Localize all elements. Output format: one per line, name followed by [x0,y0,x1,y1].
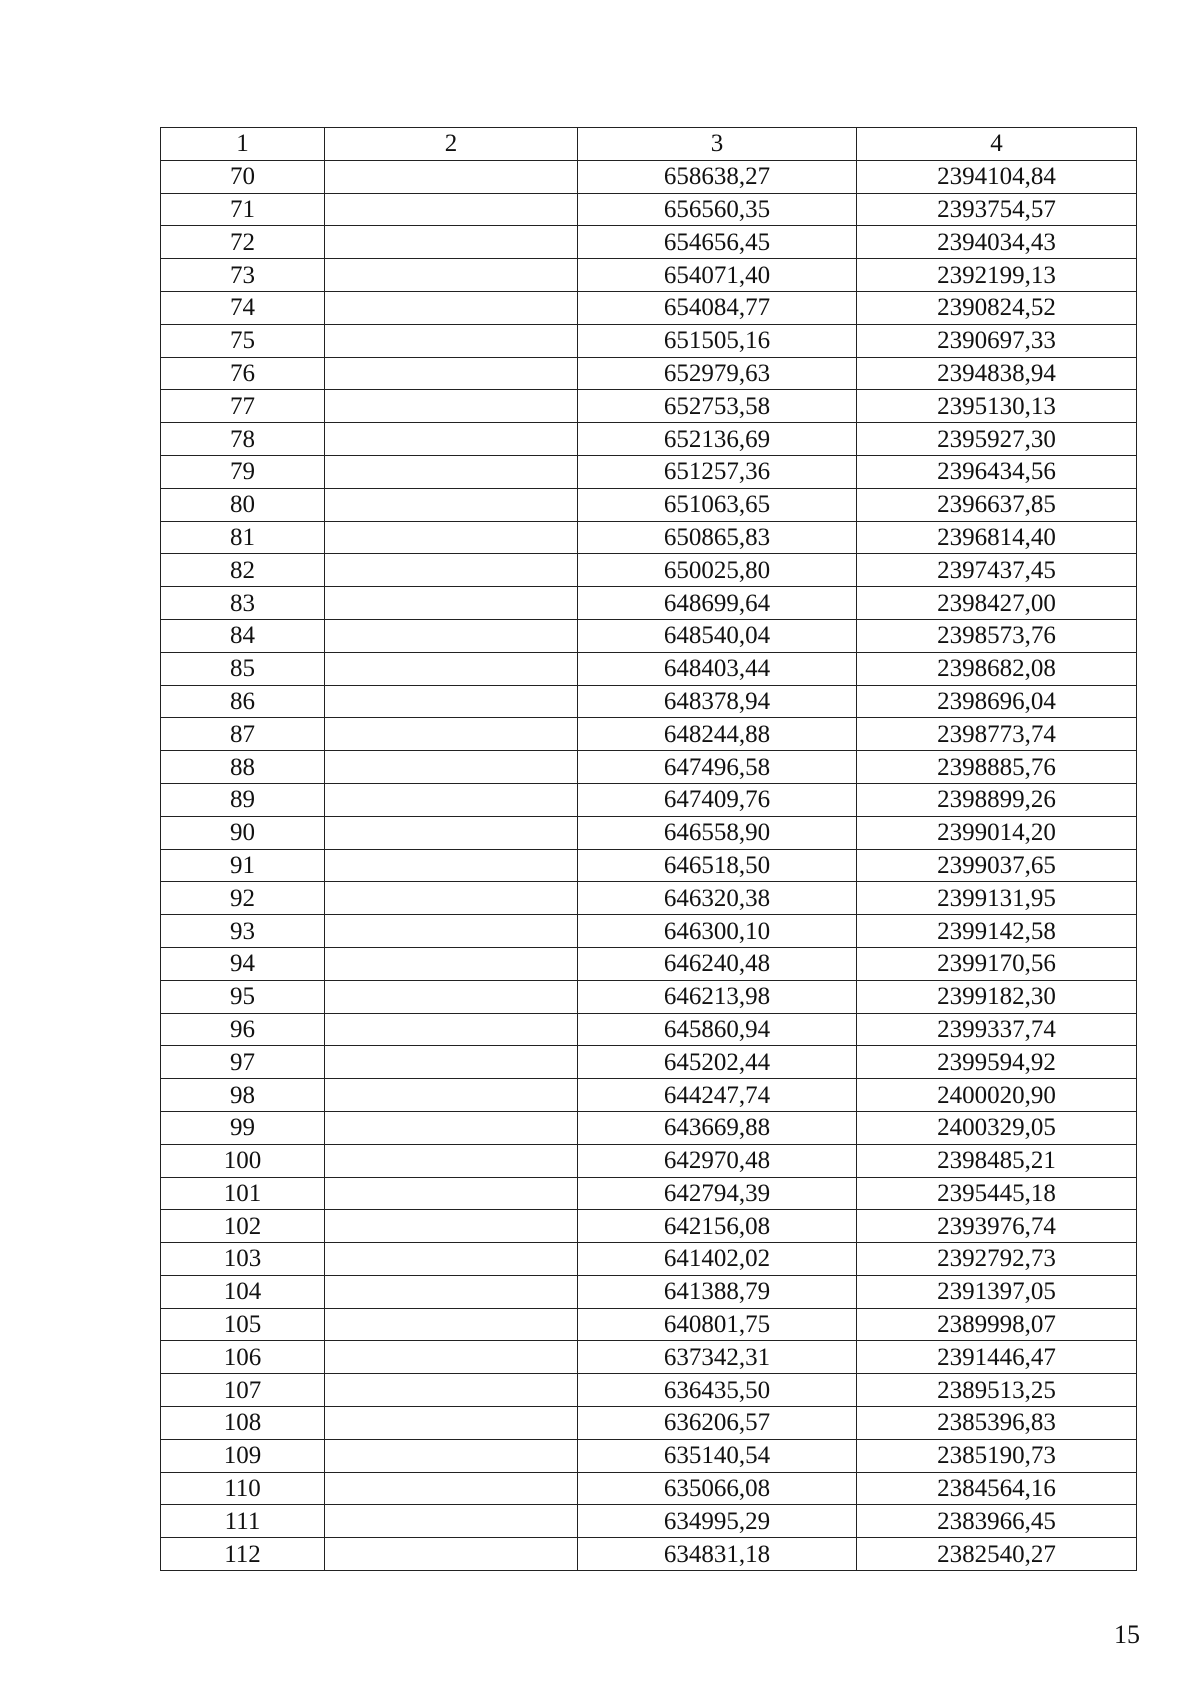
description-cell [325,1079,578,1112]
x-coordinate-cell: 634995,29 [578,1505,857,1538]
description-cell [325,1407,578,1440]
y-coordinate-cell: 2399337,74 [857,1013,1137,1046]
y-coordinate-cell: 2395927,30 [857,423,1137,456]
point-number-cell: 93 [161,915,325,948]
y-coordinate-cell: 2400020,90 [857,1079,1137,1112]
description-cell [325,259,578,292]
y-coordinate-cell: 2390697,33 [857,324,1137,357]
y-coordinate-cell: 2399142,58 [857,915,1137,948]
y-coordinate-cell: 2394034,43 [857,226,1137,259]
point-number-cell: 81 [161,521,325,554]
y-coordinate-cell: 2396434,56 [857,455,1137,488]
table-row [161,488,1137,521]
header-row [161,128,1137,161]
point-number-cell: 89 [161,783,325,816]
point-number-cell: 107 [161,1374,325,1407]
point-number-cell: 82 [161,554,325,587]
table-row [161,1243,1137,1276]
point-number-cell: 100 [161,1144,325,1177]
x-coordinate-cell: 650025,80 [578,554,857,587]
description-cell [325,1111,578,1144]
description-cell [325,1374,578,1407]
y-coordinate-cell: 2399170,56 [857,947,1137,980]
y-coordinate-cell: 2398573,76 [857,619,1137,652]
description-cell [325,324,578,357]
description-cell [325,455,578,488]
x-coordinate-cell: 646300,10 [578,915,857,948]
y-coordinate-cell: 2394104,84 [857,160,1137,193]
x-coordinate-cell: 648378,94 [578,685,857,718]
table-row [161,1210,1137,1243]
y-coordinate-cell: 2400329,05 [857,1111,1137,1144]
y-coordinate-cell: 2398773,74 [857,718,1137,751]
point-number-cell: 95 [161,980,325,1013]
y-coordinate-cell: 2399131,95 [857,882,1137,915]
y-coordinate-cell: 2399037,65 [857,849,1137,882]
point-number-cell: 97 [161,1046,325,1079]
y-coordinate-cell: 2389998,07 [857,1308,1137,1341]
table-row [161,1472,1137,1505]
point-number-cell: 73 [161,259,325,292]
description-cell [325,1243,578,1276]
point-number-cell: 103 [161,1243,325,1276]
table-row [161,1144,1137,1177]
table-row [161,423,1137,456]
point-number-cell: 104 [161,1275,325,1308]
point-number-cell: 94 [161,947,325,980]
table-row [161,1538,1137,1571]
x-coordinate-cell: 648244,88 [578,718,857,751]
table-row [161,882,1137,915]
x-coordinate-cell: 647496,58 [578,751,857,784]
y-coordinate-cell: 2396814,40 [857,521,1137,554]
description-cell [325,1472,578,1505]
table-row [161,816,1137,849]
x-coordinate-cell: 646240,48 [578,947,857,980]
description-cell [325,1341,578,1374]
table-row [161,324,1137,357]
y-coordinate-cell: 2390824,52 [857,291,1137,324]
description-cell [325,554,578,587]
table-header [161,128,1137,161]
table-row [161,554,1137,587]
table-row [161,1079,1137,1112]
x-coordinate-cell: 648403,44 [578,652,857,685]
y-coordinate-cell: 2391397,05 [857,1275,1137,1308]
y-coordinate-cell: 2392792,73 [857,1243,1137,1276]
description-cell [325,390,578,423]
x-coordinate-cell: 646518,50 [578,849,857,882]
description-cell [325,423,578,456]
table-row [161,193,1137,226]
point-number-cell: 90 [161,816,325,849]
x-coordinate-cell: 658638,27 [578,160,857,193]
table-row [161,652,1137,685]
table-row [161,783,1137,816]
table-row [161,160,1137,193]
point-number-cell: 91 [161,849,325,882]
table-row [161,751,1137,784]
y-coordinate-cell: 2395445,18 [857,1177,1137,1210]
table-row [161,1407,1137,1440]
x-coordinate-cell: 640801,75 [578,1308,857,1341]
x-coordinate-cell: 636435,50 [578,1374,857,1407]
description-cell [325,1505,578,1538]
point-number-cell: 79 [161,455,325,488]
table-row [161,1046,1137,1079]
x-coordinate-cell: 652136,69 [578,423,857,456]
table-row [161,455,1137,488]
y-coordinate-cell: 2384564,16 [857,1472,1137,1505]
point-number-cell: 87 [161,718,325,751]
description-cell [325,226,578,259]
description-cell [325,652,578,685]
header-cell-4: 4 [857,128,1137,161]
table-row [161,357,1137,390]
x-coordinate-cell: 645860,94 [578,1013,857,1046]
table-row [161,521,1137,554]
description-cell [325,816,578,849]
description-cell [325,587,578,620]
header-cell-2: 2 [325,128,578,161]
table-row [161,718,1137,751]
x-coordinate-cell: 635140,54 [578,1439,857,1472]
table-row [161,980,1137,1013]
x-coordinate-cell: 643669,88 [578,1111,857,1144]
description-cell [325,1538,578,1571]
x-coordinate-cell: 651063,65 [578,488,857,521]
description-cell [325,882,578,915]
page-number: 15 [1114,1620,1140,1649]
description-cell [325,160,578,193]
x-coordinate-cell: 648540,04 [578,619,857,652]
x-coordinate-cell: 636206,57 [578,1407,857,1440]
x-coordinate-cell: 656560,35 [578,193,857,226]
table-row [161,685,1137,718]
point-number-cell: 71 [161,193,325,226]
table-row [161,226,1137,259]
y-coordinate-cell: 2398696,04 [857,685,1137,718]
point-number-cell: 86 [161,685,325,718]
point-number-cell: 84 [161,619,325,652]
x-coordinate-cell: 642156,08 [578,1210,857,1243]
y-coordinate-cell: 2397437,45 [857,554,1137,587]
y-coordinate-cell: 2399014,20 [857,816,1137,849]
description-cell [325,357,578,390]
y-coordinate-cell: 2398885,76 [857,751,1137,784]
y-coordinate-cell: 2398682,08 [857,652,1137,685]
description-cell [325,1013,578,1046]
x-coordinate-cell: 648699,64 [578,587,857,620]
y-coordinate-cell: 2399182,30 [857,980,1137,1013]
y-coordinate-cell: 2399594,92 [857,1046,1137,1079]
point-number-cell: 99 [161,1111,325,1144]
description-cell [325,488,578,521]
point-number-cell: 106 [161,1341,325,1374]
y-coordinate-cell: 2398427,00 [857,587,1137,620]
point-number-cell: 75 [161,324,325,357]
x-coordinate-cell: 651257,36 [578,455,857,488]
description-cell [325,915,578,948]
y-coordinate-cell: 2398899,26 [857,783,1137,816]
table-row [161,915,1137,948]
table-row [161,1439,1137,1472]
description-cell [325,291,578,324]
point-number-cell: 98 [161,1079,325,1112]
table-row [161,1374,1137,1407]
point-number-cell: 96 [161,1013,325,1046]
table-row [161,1111,1137,1144]
table-row [161,259,1137,292]
x-coordinate-cell: 641388,79 [578,1275,857,1308]
coordinates-table [160,127,1137,1571]
description-cell [325,685,578,718]
x-coordinate-cell: 646213,98 [578,980,857,1013]
y-coordinate-cell: 2392199,13 [857,259,1137,292]
table-row [161,619,1137,652]
description-cell [325,193,578,226]
table-row [161,1505,1137,1538]
table-row [161,291,1137,324]
description-cell [325,849,578,882]
point-number-cell: 77 [161,390,325,423]
point-number-cell: 78 [161,423,325,456]
point-number-cell: 112 [161,1538,325,1571]
description-cell [325,718,578,751]
x-coordinate-cell: 645202,44 [578,1046,857,1079]
point-number-cell: 85 [161,652,325,685]
point-number-cell: 88 [161,751,325,784]
y-coordinate-cell: 2389513,25 [857,1374,1137,1407]
description-cell [325,980,578,1013]
x-coordinate-cell: 644247,74 [578,1079,857,1112]
description-cell [325,947,578,980]
x-coordinate-cell: 646320,38 [578,882,857,915]
x-coordinate-cell: 646558,90 [578,816,857,849]
point-number-cell: 102 [161,1210,325,1243]
table-row [161,587,1137,620]
y-coordinate-cell: 2383966,45 [857,1505,1137,1538]
y-coordinate-cell: 2382540,27 [857,1538,1137,1571]
x-coordinate-cell: 642794,39 [578,1177,857,1210]
x-coordinate-cell: 634831,18 [578,1538,857,1571]
point-number-cell: 111 [161,1505,325,1538]
point-number-cell: 74 [161,291,325,324]
table-row [161,1013,1137,1046]
x-coordinate-cell: 652979,63 [578,357,857,390]
y-coordinate-cell: 2395130,13 [857,390,1137,423]
y-coordinate-cell: 2394838,94 [857,357,1137,390]
x-coordinate-cell: 654084,77 [578,291,857,324]
x-coordinate-cell: 635066,08 [578,1472,857,1505]
table-row [161,390,1137,423]
point-number-cell: 83 [161,587,325,620]
description-cell [325,1275,578,1308]
x-coordinate-cell: 637342,31 [578,1341,857,1374]
x-coordinate-cell: 654656,45 [578,226,857,259]
point-number-cell: 92 [161,882,325,915]
table-row [161,1177,1137,1210]
point-number-cell: 80 [161,488,325,521]
y-coordinate-cell: 2398485,21 [857,1144,1137,1177]
description-cell [325,521,578,554]
point-number-cell: 109 [161,1439,325,1472]
point-number-cell: 70 [161,160,325,193]
x-coordinate-cell: 642970,48 [578,1144,857,1177]
description-cell [325,1144,578,1177]
table-body [161,160,1137,1570]
description-cell [325,1046,578,1079]
point-number-cell: 76 [161,357,325,390]
x-coordinate-cell: 652753,58 [578,390,857,423]
table-row [161,1275,1137,1308]
y-coordinate-cell: 2396637,85 [857,488,1137,521]
x-coordinate-cell: 647409,76 [578,783,857,816]
point-number-cell: 101 [161,1177,325,1210]
description-cell [325,783,578,816]
y-coordinate-cell: 2385190,73 [857,1439,1137,1472]
table-row [161,1308,1137,1341]
description-cell [325,1177,578,1210]
description-cell [325,751,578,784]
table-row [161,1341,1137,1374]
point-number-cell: 110 [161,1472,325,1505]
header-cell-3: 3 [578,128,857,161]
table-row [161,849,1137,882]
table-row [161,947,1137,980]
description-cell [325,1308,578,1341]
description-cell [325,619,578,652]
description-cell [325,1439,578,1472]
y-coordinate-cell: 2393976,74 [857,1210,1137,1243]
point-number-cell: 72 [161,226,325,259]
y-coordinate-cell: 2391446,47 [857,1341,1137,1374]
y-coordinate-cell: 2393754,57 [857,193,1137,226]
description-cell [325,1210,578,1243]
y-coordinate-cell: 2385396,83 [857,1407,1137,1440]
x-coordinate-cell: 654071,40 [578,259,857,292]
x-coordinate-cell: 651505,16 [578,324,857,357]
header-cell-1: 1 [161,128,325,161]
x-coordinate-cell: 650865,83 [578,521,857,554]
x-coordinate-cell: 641402,02 [578,1243,857,1276]
point-number-cell: 108 [161,1407,325,1440]
point-number-cell: 105 [161,1308,325,1341]
